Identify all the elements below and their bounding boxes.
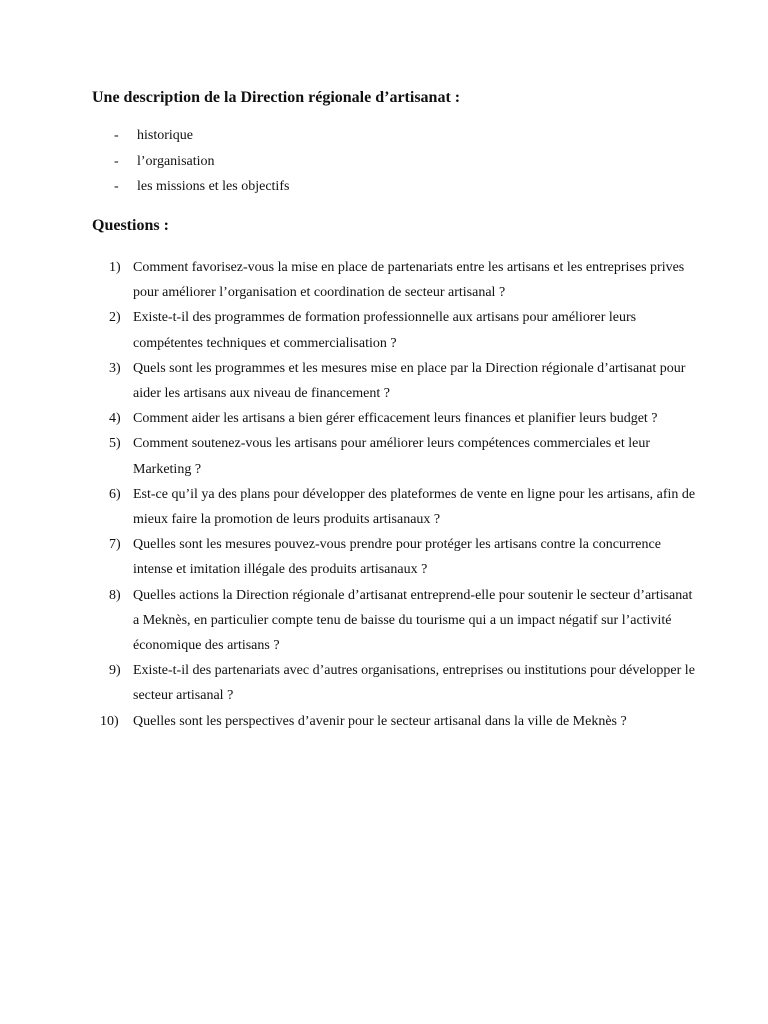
question-text: Comment favorisez-vous la mise en place de partenariats entre les artisans et les entreprises prives pour améliorer l’organisation et coordination de secteur artisanal ? — [133, 260, 685, 301]
question-number: 3) — [109, 360, 121, 376]
question-item — [98, 406, 698, 431]
bullet-marker: - — [114, 153, 119, 169]
question-number: 1) — [109, 260, 121, 275]
question-item — [98, 255, 698, 305]
questions-list — [98, 255, 698, 734]
question-text: Quels sont les programmes et les mesures mise en place par la Direction régionale d’artisanat pour aider les artisans aux niveau de financement ? — [133, 360, 686, 402]
question-item — [98, 532, 698, 582]
question-text: Comment soutenez-vous les artisans pour améliorer leurs compétences commerciales et leur Marketing ? — [133, 436, 651, 477]
question-text: Quelles sont les perspectives d’avenir pour le secteur artisanal dans la ville de Meknès ? — [133, 713, 627, 729]
question-item — [98, 583, 698, 659]
question-number: 9) — [109, 663, 121, 679]
question-number: 6) — [109, 486, 121, 502]
question-number: 10) — [100, 713, 119, 729]
bullet-text: l’organisation — [137, 153, 215, 169]
bullet-text: les missions et les objectifs — [137, 179, 290, 194]
question-number: 5) — [109, 436, 121, 452]
question-number: 4) — [109, 411, 121, 427]
bullet-text: historique — [137, 128, 193, 143]
bullet-marker: - — [114, 179, 119, 194]
question-item — [98, 658, 698, 708]
question-text: Existe-t-il des programmes de formation professionnelle aux artisans pour améliorer leurs compétentes techniques et commercialisation ? — [133, 310, 637, 351]
question-item — [98, 431, 698, 481]
question-text: Existe-t-il des partenariats avec d’autres organisations, entreprises ou institutions pour développer le secteur artisanal ? — [133, 663, 695, 704]
question-text: Quelles actions la Direction régionale d’artisanat entreprend-elle pour soutenir le secteur d’artisanat a Meknès, en particulier compte tenu de baisse du tourisme qui a un impact négatif sur l’activité économique des artisans ? — [133, 587, 693, 654]
question-item — [98, 709, 698, 734]
question-item — [98, 482, 698, 532]
question-item — [98, 305, 698, 355]
question-text: Comment aider les artisans a bien gérer efficacement leurs finances et planifier leurs budget ? — [133, 411, 658, 427]
question-item — [98, 356, 698, 406]
question-number: 8) — [109, 587, 121, 603]
bullet-marker: - — [114, 128, 119, 143]
question-number: 2) — [109, 310, 121, 326]
question-number: 7) — [109, 537, 121, 553]
question-text: Quelles sont les mesures pouvez-vous prendre pour protéger les artisans contre la concurrence intense et imitation illégale des produits artisanaux ? — [133, 537, 661, 578]
page-title: Une description de la Direction régionale d’artisanat : — [92, 89, 461, 106]
question-text: Est-ce qu’il ya des plans pour développer des plateformes de vente en ligne pour les artisans, afin de mieux faire la promotion de leurs produits artisanaux ? — [133, 486, 696, 528]
questions-heading: Questions : — [92, 217, 169, 234]
